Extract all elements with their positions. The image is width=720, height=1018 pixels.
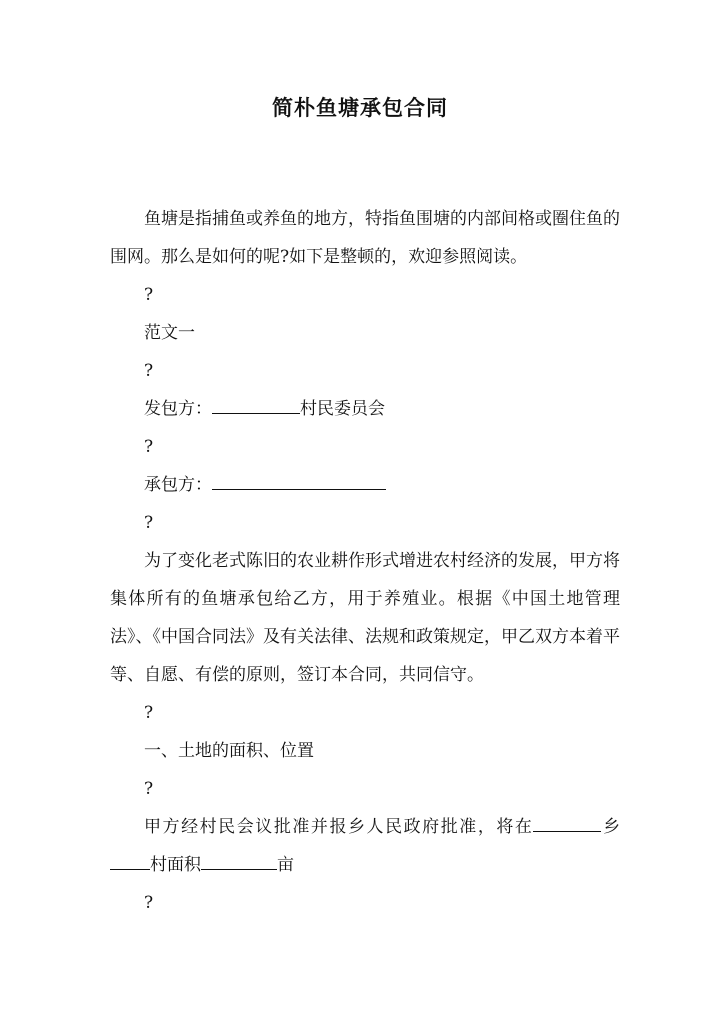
township-blank [533, 813, 601, 832]
employer-blank [212, 395, 300, 414]
section-1-text-part4: 亩 [277, 855, 294, 875]
intro-paragraph: 鱼塘是指捕鱼或养鱼的地方，特指鱼围塘的内部间格或圈住鱼的围网。那么是如何的呢?如下是整顿的，欢迎参照阅读。 [110, 209, 620, 267]
section-1-text-part1: 甲方经村民会议批准并报乡人民政府批准，将在 [144, 817, 534, 837]
section-1-text-part3: 村面积 [150, 855, 201, 875]
employer-line [110, 390, 620, 428]
placeholder-mark: ? [144, 437, 154, 457]
contractor-blank [212, 471, 386, 490]
sample-label: 范文一 [144, 323, 195, 343]
placeholder-mark: ? [144, 361, 154, 381]
document-title: 简朴鱼塘承包合同 [272, 95, 448, 120]
section-1-text-part2: 乡 [601, 817, 621, 837]
employer-suffix: 村民委员会 [300, 399, 385, 419]
preamble-paragraph: 为了变化老式陈旧的农业耕作形式增进农村经济的发展，甲方将集体所有的鱼塘承包给乙方，用于养殖业。根据《中国土地管理法》、《中国合同法》及有关法律、法规和政策规定，甲乙双方本着平等、自愿、有偿的原则，签订本合同，共同信守。 [110, 551, 620, 685]
contractor-label: 承包方： [144, 475, 212, 495]
document-body [110, 200, 620, 922]
area-blank [201, 851, 277, 870]
employer-label: 发包方： [144, 399, 212, 419]
section-1-paragraph [110, 808, 620, 884]
placeholder-mark: ? [144, 893, 154, 913]
village-blank [110, 851, 150, 870]
placeholder-mark: ? [144, 703, 154, 723]
contractor-line [110, 466, 620, 504]
placeholder-mark: ? [144, 513, 154, 533]
placeholder-mark: ? [144, 779, 154, 799]
section-1-title: 一、土地的面积、位置 [144, 741, 314, 761]
placeholder-mark: ? [144, 285, 154, 305]
